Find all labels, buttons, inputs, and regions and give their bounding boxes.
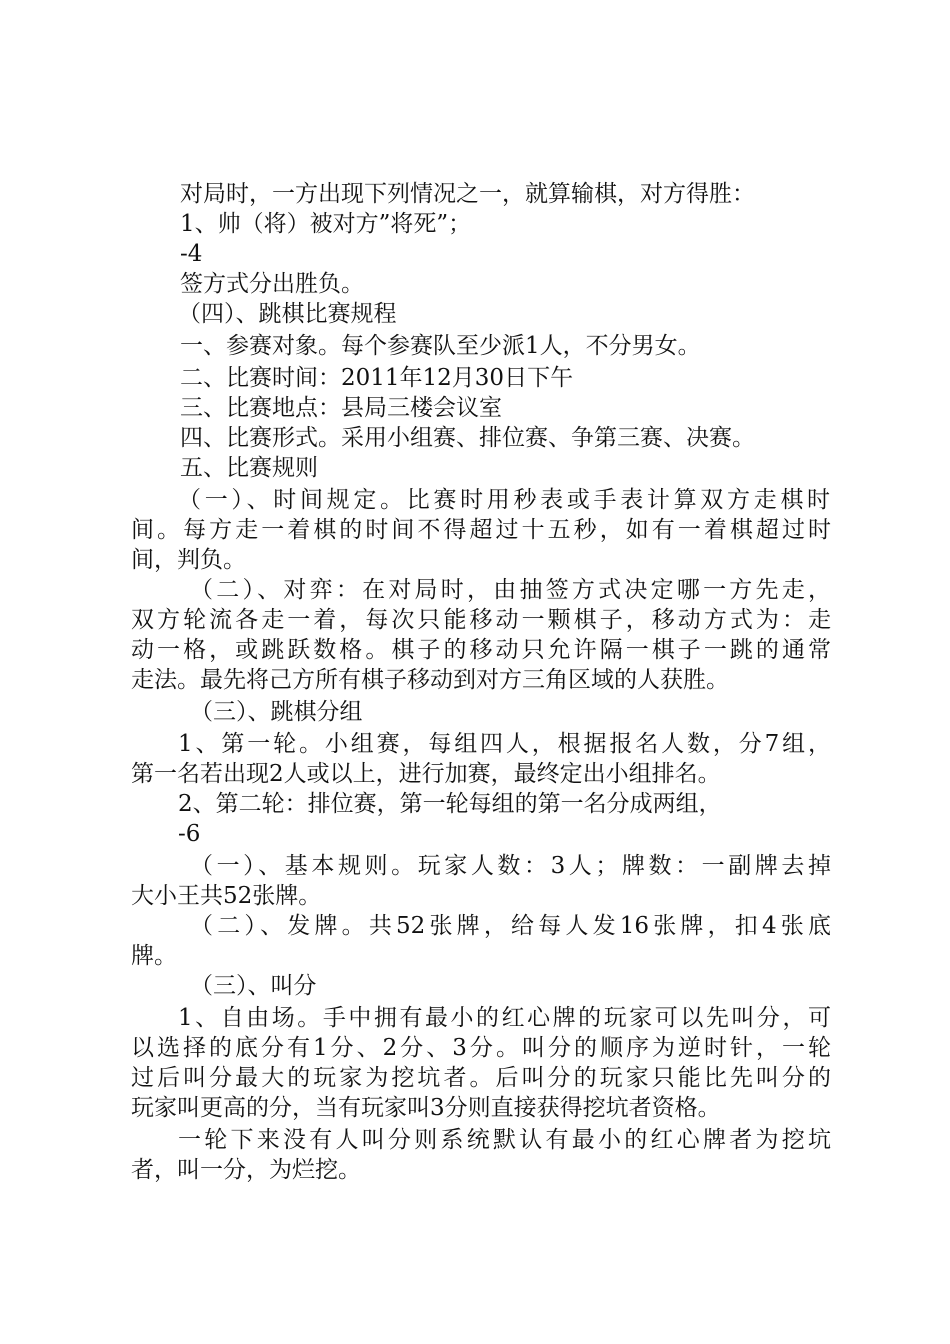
text-line: 1、帅（将）被对方”将死”； — [180, 211, 472, 237]
text-line: 动一格，或跳跃数格。棋子的移动只允许隔一棋子一跳的通常 — [131, 637, 831, 663]
text-line: 间，判负。 — [131, 547, 246, 573]
text-line: （一）、基本规则。玩家人数：3人；牌数：一副牌去掉 — [190, 853, 831, 879]
section-heading: （四）、跳棋比赛规程 — [178, 301, 397, 327]
text-line: 以选择的底分有1分、2分、3分。叫分的顺序为逆时针，一轮 — [131, 1035, 831, 1061]
text-line: 间。每方走一着棋的时间不得超过十五秒，如有一着棋超过时 — [131, 517, 831, 543]
page-number: -4 — [180, 241, 203, 267]
text-line: 签方式分出胜负。 — [180, 271, 364, 297]
section-heading: （三）、叫分 — [190, 973, 317, 999]
text-line: 者，叫一分，为烂挖。 — [131, 1157, 361, 1183]
text-line: 大小王共52张牌。 — [131, 883, 322, 909]
text-line: 双方轮流各走一着，每次只能移动一颗棋子，移动方式为：走 — [131, 607, 831, 633]
text-line: 对局时，一方出现下列情况之一，就算输棋，对方得胜： — [180, 181, 755, 207]
text-line: 第一名若出现2人或以上，进行加赛，最终定出小组排名。 — [131, 761, 721, 787]
text-line: 牌。 — [131, 943, 177, 969]
text-line: 1、自由场。手中拥有最小的红心牌的玩家可以先叫分，可 — [178, 1005, 831, 1031]
text-line: 走法。最先将己方所有棋子移动到对方三角区域的人获胜。 — [131, 667, 729, 693]
text-line: （二）、发牌。共52张牌，给每人发16张牌，扣4张底 — [190, 913, 831, 939]
text-line: 一、参赛对象。每个参赛队至少派1人，不分男女。 — [180, 333, 701, 359]
text-line: 五、比赛规则 — [180, 455, 318, 481]
text-line: 过后叫分最大的玩家为挖坑者。后叫分的玩家只能比先叫分的 — [131, 1065, 831, 1091]
text-line: 三、比赛地点：县局三楼会议室 — [180, 395, 502, 421]
text-line: 玩家叫更高的分，当有玩家叫3分则直接获得挖坑者资格。 — [131, 1095, 721, 1121]
text-line: 一轮下来没有人叫分则系统默认有最小的红心牌者为挖坑 — [178, 1127, 831, 1153]
text-line: 1、第一轮。小组赛，每组四人，根据报名人数，分7组， — [178, 731, 831, 757]
page-number: -6 — [178, 821, 201, 847]
text-line: 四、比赛形式。采用小组赛、排位赛、争第三赛、决赛。 — [180, 425, 755, 451]
text-line: （二）、对弈：在对局时，由抽签方式决定哪一方先走， — [190, 577, 831, 603]
text-line: （一）、时间规定。比赛时用秒表或手表计算双方走棋时 — [178, 487, 830, 513]
text-line: 2、第二轮：排位赛，第一轮每组的第一名分成两组， — [178, 791, 722, 817]
text-line: 二、比赛时间：2011年12月30日下午 — [180, 365, 574, 391]
section-heading: （三）、跳棋分组 — [190, 699, 363, 725]
